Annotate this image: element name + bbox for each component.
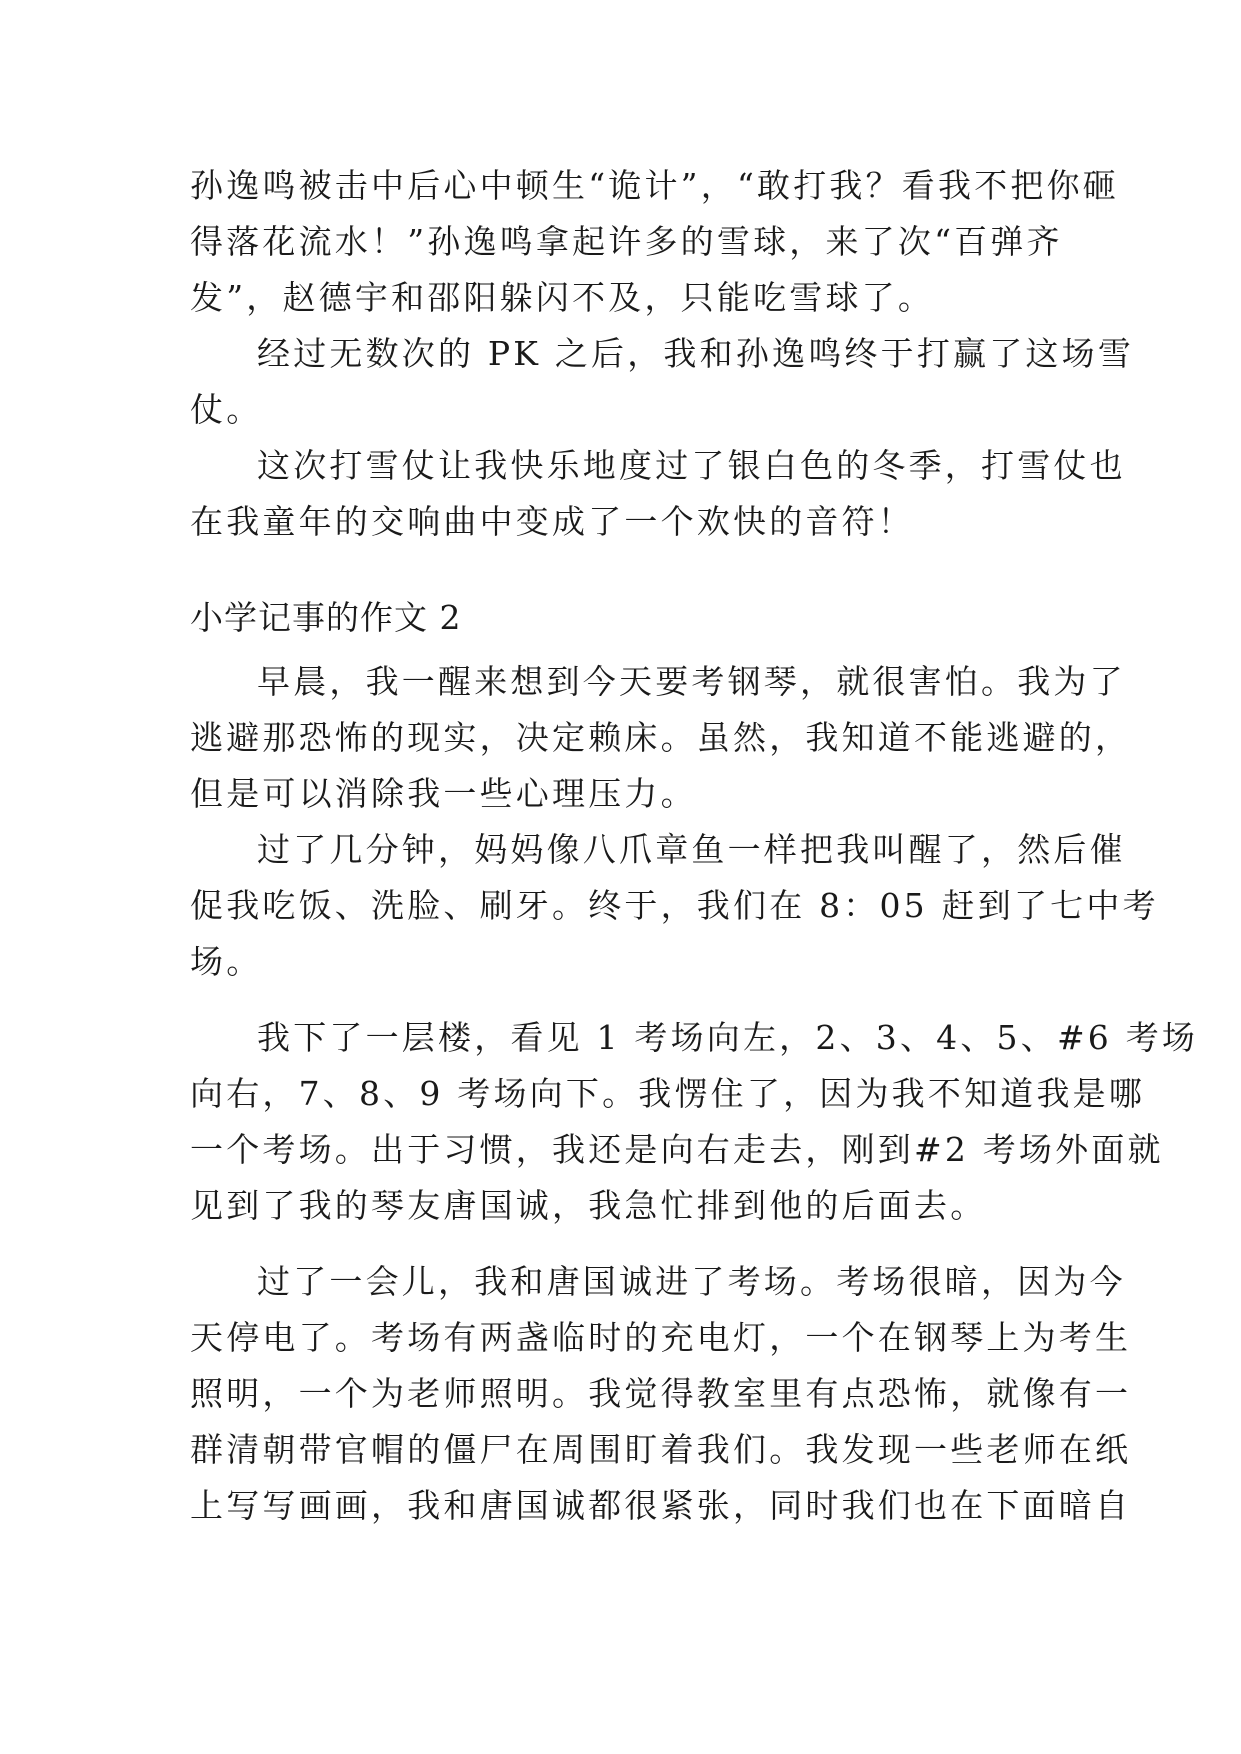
paragraph-line: 过了几分钟，妈妈像八爪章鱼一样把我叫醒了，然后催 xyxy=(257,830,1126,869)
paragraph-line: 早晨，我一醒来想到今天要考钢琴，就很害怕。我为了 xyxy=(257,662,1126,701)
paragraph-line: 促我吃饭、洗脸、刷牙。终于，我们在 8：05 赶到了七中考 xyxy=(190,886,1159,925)
paragraph-line: 这次打雪仗让我快乐地度过了银白色的冬季，打雪仗也 xyxy=(257,446,1126,485)
paragraph-line: 一个考场。出于习惯，我还是向右走去，刚到#2 考场外面就 xyxy=(190,1130,1164,1169)
paragraph-line: 向右，7、8、9 考场向下。我愣住了，因为我不知道我是哪 xyxy=(190,1074,1146,1113)
paragraph-line: 发”，赵德宇和邵阳躲闪不及，只能吃雪球了。 xyxy=(190,278,935,317)
paragraph-line: 孙逸鸣被击中后心中顿生“诡计”，“敢打我？看我不把你砸 xyxy=(190,166,1120,205)
paragraph-line: 天停电了。考场有两盏临时的充电灯，一个在钢琴上为考生 xyxy=(190,1318,1132,1357)
paragraph-line: 在我童年的交响曲中变成了一个欢快的音符！ xyxy=(190,502,914,541)
paragraph-line: 见到了我的琴友唐国诚，我急忙排到他的后面去。 xyxy=(190,1186,987,1225)
paragraph-line: 照明，一个为老师照明。我觉得教室里有点恐怖，就像有一 xyxy=(190,1374,1132,1413)
paragraph-line: 仗。 xyxy=(190,390,263,429)
paragraph-line: 经过无数次的 PK 之后，我和孙逸鸣终于打赢了这场雪 xyxy=(257,334,1135,373)
paragraph-line: 场。 xyxy=(190,942,263,981)
paragraph-line: 上写写画画，我和唐国诚都很紧张，同时我们也在下面暗自 xyxy=(190,1486,1132,1525)
section-title: 小学记事的作文 2 xyxy=(190,598,462,637)
paragraph-line: 群清朝带官帽的僵尸在周围盯着我们。我发现一些老师在纸 xyxy=(190,1430,1132,1469)
paragraph-line: 逃避那恐怖的现实，决定赖床。虽然，我知道不能逃避的， xyxy=(190,718,1132,757)
paragraph-line: 过了一会儿，我和唐国诚进了考场。考场很暗，因为今 xyxy=(257,1262,1126,1301)
paragraph-line: 得落花流水！”孙逸鸣拿起许多的雪球，来了次“百弹齐 xyxy=(190,222,1063,261)
paragraph-line: 我下了一层楼，看见 1 考场向左，2、3、4、5、#6 考场 xyxy=(257,1018,1199,1057)
paragraph-line: 但是可以消除我一些心理压力。 xyxy=(190,774,697,813)
